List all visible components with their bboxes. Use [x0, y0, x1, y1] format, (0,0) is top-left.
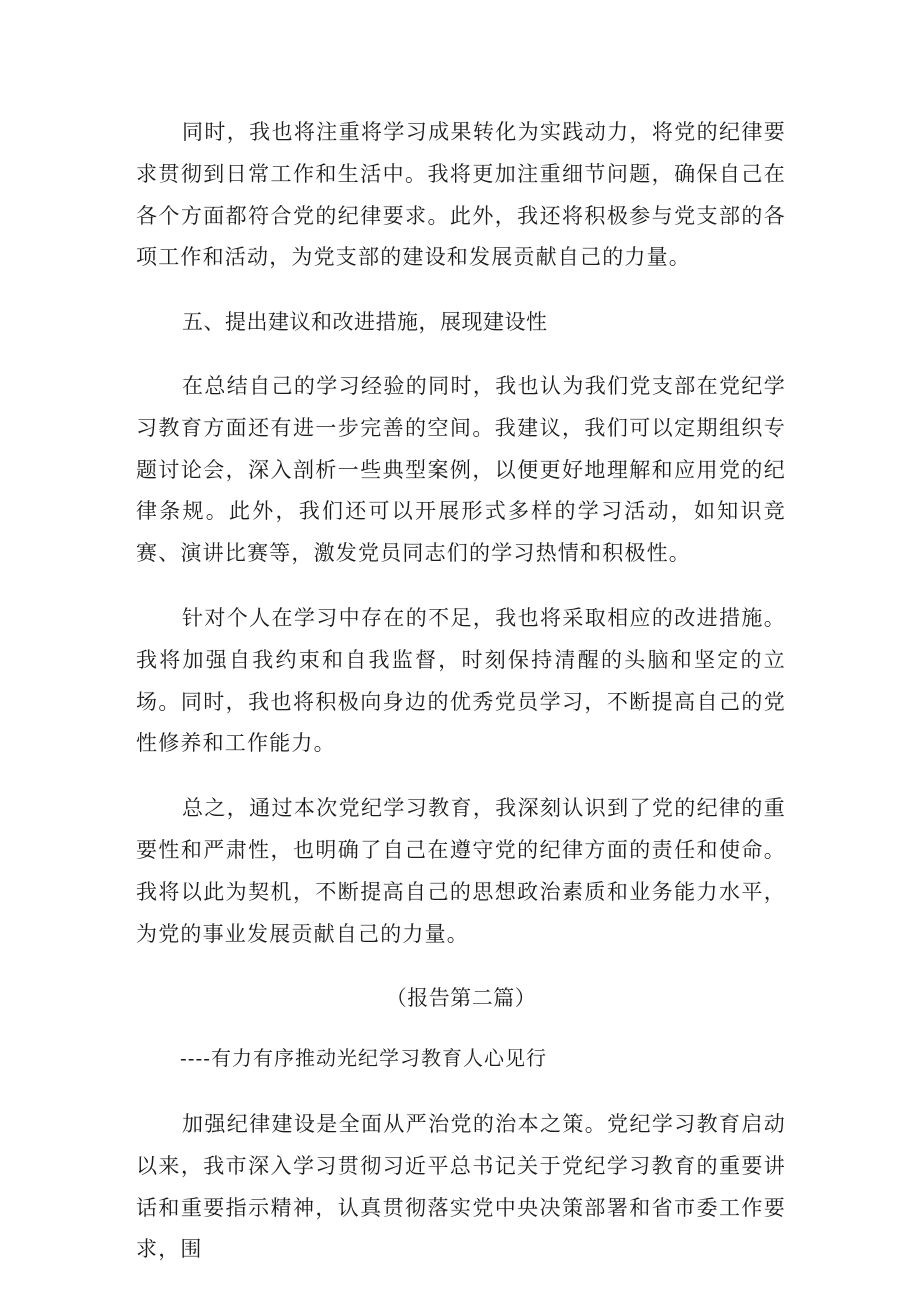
document-page: [136, 112, 786, 1294]
paragraph-discipline: 加强纪律建设是全面从严治党的治本之策。党纪学习教育启动以来，我市深入学习贯彻习近平总书记关于党纪学习教育的重要讲话和重要指示精神，认真贯彻落实党中央决策部署和省市委工作要求，围: [136, 1111, 786, 1262]
paragraph-conclusion: 总之，通过本次党纪学习教育，我深刻认识到了党的纪律的重要性和严肃性，也明确了自己在遵守党的纪律方面的责任和使命。我将以此为契机，不断提高自己的思想政治素质和业务能力水平，为党的事业发展贡献自己的力量。: [136, 796, 786, 946]
paragraph-improvements: 针对个人在学习中存在的不足，我也将采取相应的改进措施。我将加强自我约束和自我监督，时刻保持清醒的头脑和坚定的立场。同时，我也将积极向身边的优秀党员学习，不断提高自己的党性修养和工作能力。: [136, 605, 786, 756]
report-subtitle: ----有力有序推动光纪学习教育人心见行: [180, 1046, 548, 1071]
paragraph-practice: 同时，我也将注重将学习成果转化为实践动力，将党的纪律要求贯彻到日常工作和生活中。我将更加注重细节问题，确保自己在各个方面都符合党的纪律要求。此外，我还将积极参与党支部的各项工作和活动，为党支部的建设和发展贡献自己的力量。: [136, 120, 786, 270]
paragraph-suggestions: 在总结自己的学习经验的同时，我也认为我们党支部在党纪学习教育方面还有进一步完善的空间。我建议，我们可以定期组织专题讨论会，深入剖析一些典型案例，以便更好地理解和应用党的纪律条规。此外，我们还可以开展形式多样的学习活动，如知识竞赛、演讲比赛等，激发党员同志们的学习热情和积极性。: [136, 373, 786, 566]
section-heading-five: 五、提出建议和改进措施，展现建设性: [182, 310, 548, 335]
report-title: （报告第二篇）: [385, 986, 537, 1011]
